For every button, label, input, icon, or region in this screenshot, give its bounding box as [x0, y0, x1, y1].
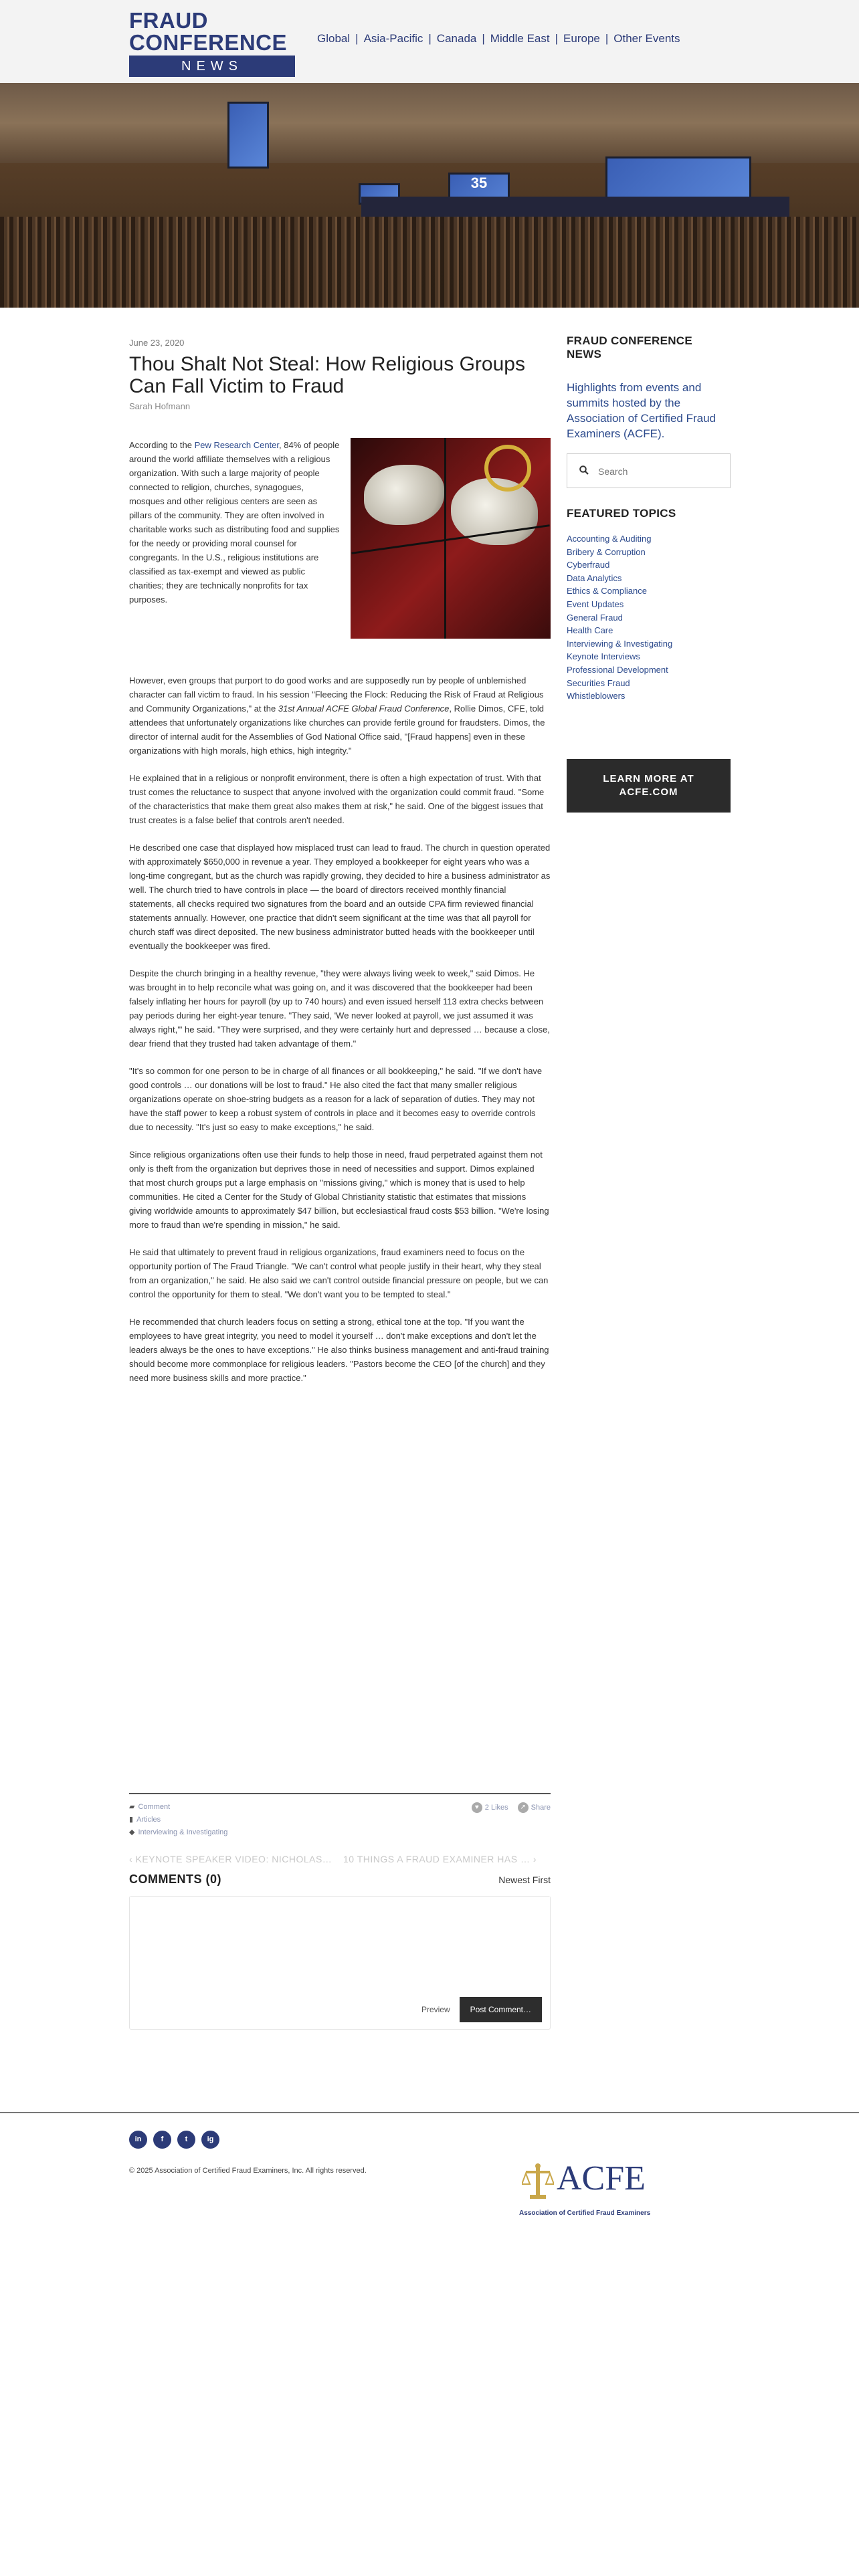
category-link[interactable]: Articles — [136, 1816, 161, 1824]
paragraph-3: He explained that in a religious or nonprofit environment, there is often a high expectation of trust. With that trust comes the reluctance to suspect that anyone involved with the organization could commit fraud. "Some of the characteristics that make them great also makes them at risk," he said. One of the biggest issues that trust creates is a false belief that controls aren't needed. — [129, 773, 545, 825]
nav-separator: | — [605, 32, 609, 45]
cta-line-2: ACFE.COM — [619, 786, 678, 798]
paragraph-8: He said that ultimately to prevent fraud in religious organizations, fraud examiners need to focus on the opportunity portion of The Fraud Triangle. "We can't control what people justify in their heart, why they steal from an organization," he said. He also said we can't control outside financial pressure on people, but we can control the opportunity for them to steal. "We don't want you to be tempted to steal." — [129, 1247, 549, 1299]
stained-glass-image — [351, 438, 551, 639]
instagram-icon[interactable]: ig — [201, 2131, 219, 2149]
bookmark-icon: ▮ — [129, 1816, 134, 1824]
share-label: Share — [531, 1803, 551, 1812]
facebook-icon[interactable]: f — [153, 2131, 171, 2149]
article-divider — [129, 1793, 551, 1794]
comment-textarea[interactable] — [130, 1897, 550, 1997]
next-post-link[interactable]: 10 THINGS A FRAUD EXAMINER HAS … › — [343, 1854, 537, 1864]
topic-securities-fraud[interactable]: Securities Fraud — [567, 677, 630, 688]
paragraph-6: "It's so common for one person to be in charge of all finances or all bookkeeping," he said. "If we don't have good controls … our donations will be lost to fraud." He also cited the fact that many smaller religious organizations operate on shoe-string budgets as a reason for a lack of separation of duties. They may not have the staff power to keep a robust system of controls in place and it becomes easy to override controls due to necessity. "It's just so easy to make exceptions," he said. — [129, 1066, 543, 1132]
paragraph-2-text: , Rollie Dimos, CFE, told attendees that unfortunately organizations like churches can provide fertile ground for fraudsters. Dimos, the director of internal audit for the Assemblies of God National Office said, "[Fraud happens] even in these organizations with high morals, high ethics, high integrity." — [129, 704, 545, 756]
comment-sort-select[interactable]: Newest First — [498, 1874, 551, 1885]
hero-ceiling — [0, 83, 859, 163]
topic-whistleblowers[interactable]: Whistleblowers — [567, 691, 626, 702]
sidebar-description: Highlights from events and summits hosted by the Association of Certified Fraud Examiners (ACFE). — [567, 381, 716, 440]
hero-crowd — [0, 217, 859, 308]
article-author: Sarah Hofmann — [129, 401, 191, 411]
paragraph-2 — [129, 673, 551, 758]
topic-accounting-auditing[interactable]: Accounting & Auditing — [567, 534, 652, 544]
article-intro — [129, 438, 551, 673]
share-icon: ↗ — [518, 1802, 529, 1813]
post-navigation — [129, 1854, 551, 1864]
comments-section — [129, 1872, 551, 2030]
acfe-emblem-icon — [522, 2163, 554, 2200]
previous-post-link[interactable]: ‹ KEYNOTE SPEAKER VIDEO: NICHOLAS… — [129, 1854, 332, 1864]
footer-divider — [0, 2112, 859, 2113]
share-button[interactable] — [518, 1802, 551, 1840]
topic-cyberfraud[interactable]: Cyberfraud — [567, 560, 610, 570]
topic-general-fraud[interactable]: General Fraud — [567, 612, 623, 623]
topic-keynote-interviews[interactable]: Keynote Interviews — [567, 651, 640, 662]
intro-after-link: , 84% of people around the world affiliate themselves with a religious organization. With such a large majority of people connected to religion, churches, synagogues, mosques and other religious centers are seen as pillars of the community. They are often involved in charitable works such as distributing food and supplies for the needy or providing moral counsel for congregants. In the U.S., religious institutions are classified as tax-exempt and viewed as public charities; they are technically nonprofits for tax purposes. — [129, 440, 340, 605]
hero-screen-center-label: 35 — [470, 175, 488, 191]
hero-conference-photo — [0, 83, 859, 308]
topic-ethics-compliance[interactable]: Ethics & Compliance — [567, 586, 647, 597]
topic-interviewing-investigating[interactable]: Interviewing & Investigating — [567, 638, 673, 649]
category-row[interactable] — [129, 1815, 227, 1824]
sidebar-title: FRAUD CONFERENCE NEWS — [567, 334, 693, 360]
nav-global[interactable]: Global — [317, 32, 351, 45]
logo-line-conference: CONFERENCE — [129, 30, 288, 55]
nav-other-events[interactable]: Other Events — [613, 32, 680, 45]
topic-health-care[interactable]: Health Care — [567, 625, 613, 636]
like-count: 2 Likes — [484, 1803, 508, 1812]
logo-line-fraud: FRAUD — [129, 8, 208, 33]
nav-canada[interactable]: Canada — [436, 32, 477, 45]
comments-header — [129, 1872, 551, 1887]
comment-link[interactable]: Comment — [138, 1803, 171, 1811]
stained-glass-lamb-left — [364, 465, 444, 525]
search-icon — [579, 465, 589, 475]
stained-glass-lead-line — [444, 438, 446, 639]
article-date: June 23, 2020 — [129, 338, 185, 348]
tag-row[interactable] — [129, 1828, 227, 1836]
tag-icon: ◆ — [129, 1828, 135, 1836]
logo-line-news: NEWS — [129, 56, 295, 77]
site-logo[interactable] — [129, 9, 295, 77]
paragraph-2-text: However, even groups that purport to do good works and are supposedly run by people of unblemished character can fall victim to fraud. In his session "Fleecing the Flock: Reducing the Risk of Fraud at Religious and Community Organizations," at the — [129, 675, 544, 714]
learn-more-button[interactable] — [567, 759, 731, 813]
article-body — [129, 438, 551, 1385]
cta-line-1: LEARN MORE AT — [603, 772, 694, 784]
featured-topics-title: FEATURED TOPICS — [567, 507, 676, 520]
conference-name: 31st Annual ACFE Global Fraud Conference — [278, 704, 450, 714]
meta-right — [472, 1802, 551, 1840]
nav-separator: | — [555, 32, 559, 45]
comment-icon: ▰ — [129, 1803, 135, 1811]
acfe-full-name: Association of Certified Fraud Examiners — [519, 2210, 651, 2217]
featured-topics-list — [567, 532, 731, 703]
preview-link[interactable]: Preview — [421, 2005, 450, 2014]
article-meta — [129, 1793, 551, 1864]
nav-separator: | — [482, 32, 485, 45]
search-box[interactable] — [567, 453, 731, 488]
like-button[interactable] — [472, 1802, 508, 1840]
nav-europe[interactable]: Europe — [563, 32, 600, 45]
topic-professional-development[interactable]: Professional Development — [567, 664, 668, 675]
post-comment-button[interactable]: Post Comment… — [460, 1997, 542, 2022]
paragraph-7: Since religious organizations often use their funds to help those in need, fraud perpetrated against them not only is theft from the organization but deprives those in need of necessities and support. Dimos explained that most church groups put a large emphasis on "missions giving," which is money that is used to help communities. He cited a Center for the Study of Global Christianity statistic that estimates that missions giving worldwide amounts to approximately $47 billion, but ecclesiastical fraud costs $53 billion. "We're losing more to fraud than we're spending in mission," he said. — [129, 1150, 549, 1230]
intro-paragraph — [129, 438, 341, 607]
twitter-icon[interactable]: t — [177, 2131, 195, 2149]
topic-data-analytics[interactable]: Data Analytics — [567, 572, 622, 583]
copyright: © 2025 Association of Certified Fraud Examiners, Inc. All rights reserved. — [129, 2167, 367, 2175]
comment-box — [129, 1896, 551, 2030]
heart-icon: ♥ — [472, 1802, 482, 1813]
search-input[interactable] — [598, 463, 719, 479]
comment-actions — [421, 1997, 542, 2022]
nav-separator: | — [428, 32, 432, 45]
paragraph-9: He recommended that church leaders focus on setting a strong, ethical tone at the top. "If you want the employees to have great integrity, you need to model it yourself … don't make exceptions and don't let the leaders always be the ones to have exceptions." He also thinks business management and anti-fraud training should become more commonplace for religious leaders. "Pastors become the CEO [of the church] and they need more business skills and more practice." — [129, 1317, 549, 1383]
nav-asia-pacific[interactable]: Asia-Pacific — [363, 32, 423, 45]
social-links — [129, 2131, 219, 2149]
acfe-wordmark: ACFE — [557, 2159, 646, 2197]
hero-screen-left — [227, 102, 269, 169]
linkedin-icon[interactable]: in — [129, 2131, 147, 2149]
comment-link-row[interactable] — [129, 1802, 227, 1811]
nav-middle-east[interactable]: Middle East — [490, 32, 550, 45]
site-header — [0, 0, 859, 83]
article — [129, 338, 551, 1398]
pew-research-link[interactable]: Pew Research Center — [194, 440, 280, 450]
region-nav — [317, 32, 680, 45]
stained-glass-halo — [484, 445, 531, 492]
meta-row — [129, 1802, 551, 1840]
intro-before-link: According to the — [129, 440, 195, 450]
nav-separator: | — [355, 32, 359, 45]
topic-event-updates[interactable]: Event Updates — [567, 599, 624, 609]
acfe-logo[interactable] — [519, 2160, 660, 2220]
paragraph-5: Despite the church bringing in a healthy revenue, "they were always living week to week," said Dimos. He was brought in to help reconcile what was going on, and it was discovered that the bookkeeper had been falsely inflating her hours for payroll (by up to 740 hours) and even issued herself 113 extra checks between pay periods during her eight-year tenure. "They said, 'We never looked at payroll, we just assumed it was always right,'" he said. "They were surprised, and they were certainly hurt and depressed … because a close, dear friend that they trusted had taken advantage of them." — [129, 968, 550, 1049]
sidebar — [567, 334, 731, 813]
article-title: Thou Shalt Not Steal: How Religious Groups Can Fall Victim to Fraud — [129, 353, 525, 397]
topic-bribery-corruption[interactable]: Bribery & Corruption — [567, 546, 646, 557]
stained-glass-lamb-right — [451, 478, 538, 545]
comments-title: COMMENTS (0) — [129, 1872, 221, 1886]
meta-left — [129, 1802, 227, 1840]
tag-link[interactable]: Interviewing & Investigating — [138, 1828, 228, 1836]
paragraph-4: He described one case that displayed how misplaced trust can lead to fraud. The church in question operated with approximately $650,000 in revenue a year. They employed a bookkeeper for eight years who was a long-time congregant, but as the church was rapidly growing, they decided to hire a business administrator as well. The church tried to have controls in place — the board of directors received monthly financial statements, all checks required two signatures from the board and an outside CPA firm reviewed financial statements annually. However, one practice that didn't seem significant at the time was that all payroll for church staff was direct deposited. The new business administrator butted heads with the bookkeeper until eventually the bookkeeper was fired. — [129, 843, 551, 951]
